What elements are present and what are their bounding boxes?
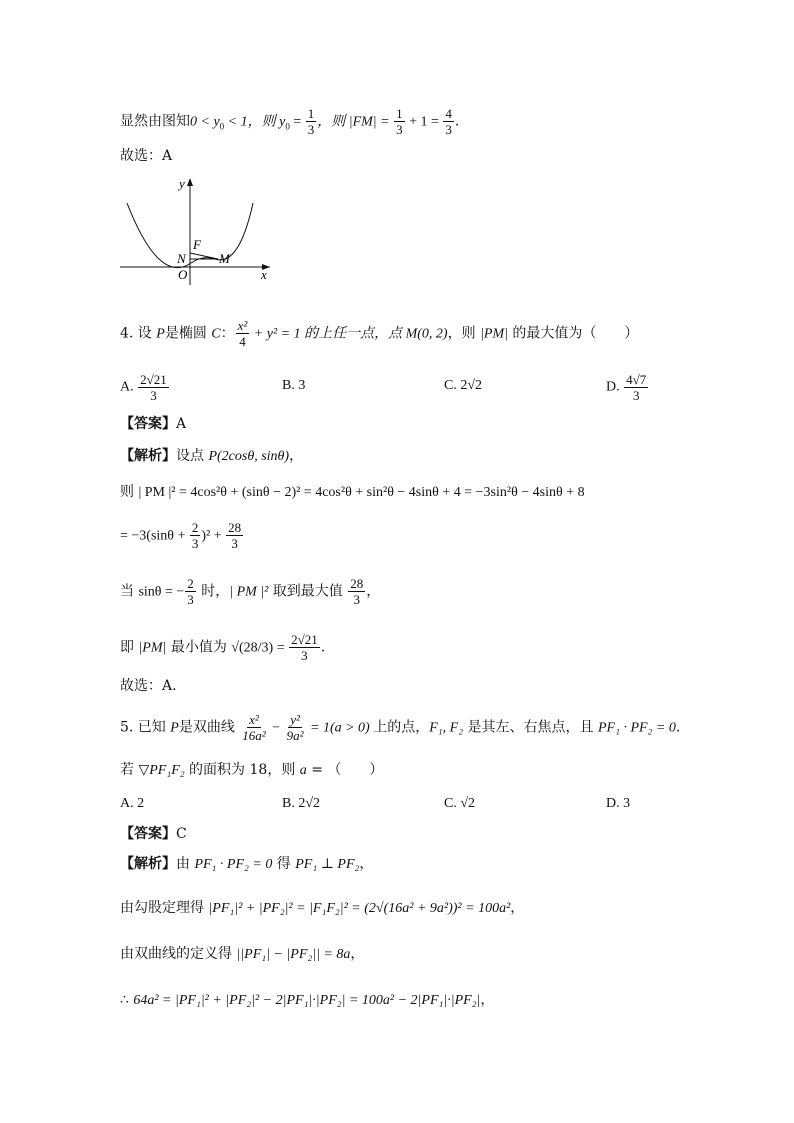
text: . — [454, 113, 460, 130]
q4-solution-1 — [120, 446, 303, 467]
math: = 1(a > 0) — [306, 720, 374, 736]
label-o: O — [178, 267, 188, 282]
q5-solution-2 — [120, 898, 524, 919]
text: 最小值为 — [166, 639, 232, 656]
text: 由 — [176, 856, 195, 872]
math: | PM |² — [229, 584, 269, 600]
text: 是椭圆 — [164, 325, 212, 342]
math: )² — [201, 528, 211, 544]
math: M(0, 2) — [405, 326, 448, 342]
math: | PM |² = 4cos²θ + (sinθ − 2)² = 4cos²θ + sin²θ − 4sinθ + 4 = −3sin²θ − 4sinθ + 8 — [138, 485, 585, 500]
text: 是其左、右焦点，且 — [463, 719, 598, 736]
text: ， — [510, 900, 525, 916]
answer-value: C — [176, 826, 187, 842]
q5-answer — [120, 824, 187, 844]
label-y: y — [179, 176, 185, 191]
num: 28 — [228, 520, 242, 535]
text: 当 — [120, 583, 139, 600]
fraction — [226, 520, 243, 551]
label-n: N — [177, 251, 186, 266]
fraction — [190, 520, 201, 551]
den: 3 — [445, 122, 452, 137]
text: 5. 已知 — [120, 719, 171, 736]
parabola-figure — [115, 175, 285, 285]
q4-option-d — [606, 372, 649, 403]
math: + 1 = — [405, 114, 443, 130]
math: = — [273, 640, 289, 656]
text: = （ ） — [306, 762, 384, 778]
text: 若 — [120, 762, 139, 778]
text: ， — [350, 946, 365, 962]
math: + y² = 1 的上任一点，点 — [250, 326, 406, 342]
den: 3 — [353, 592, 361, 607]
text: 设点 — [176, 448, 209, 464]
option-value: 2√2 — [298, 796, 321, 811]
text: 由双曲线的定义得 — [120, 946, 237, 962]
option-label: B. — [282, 796, 295, 811]
num: 2 — [187, 576, 194, 591]
den: 3 — [231, 536, 238, 551]
q4-option-b: B. 3 — [282, 378, 306, 393]
fraction — [443, 106, 454, 137]
fraction — [236, 318, 250, 349]
math: C — [211, 326, 221, 342]
math: |PM| — [480, 326, 508, 342]
math: PF₁ · PF₂ = 0 — [597, 720, 676, 736]
text: . — [320, 639, 326, 656]
num: 2√21 — [140, 372, 167, 387]
solution-tag: 【解析】 — [120, 448, 176, 464]
fraction — [185, 576, 196, 607]
math: PF₁ · PF₂ = 0 — [194, 857, 273, 872]
den: 4 — [239, 334, 246, 349]
math: ，则 |FM| = — [317, 114, 394, 130]
fraction — [348, 576, 365, 607]
text: ： — [220, 325, 235, 342]
label-x: x — [261, 267, 267, 282]
y-axis-arrow — [187, 178, 193, 186]
question-5 — [120, 712, 680, 743]
text: ，则 — [447, 325, 481, 342]
num: x² — [237, 318, 248, 333]
q4-option-c — [444, 376, 482, 396]
text: 的最大值为（ ） — [507, 325, 639, 342]
text: 的面积为 18，则 — [184, 762, 300, 778]
q4-solution-2 — [120, 482, 585, 503]
num: 28 — [350, 576, 364, 591]
text: 即 — [120, 639, 139, 656]
answer-tag: 【答案】 — [120, 826, 176, 842]
q4-solution-5 — [120, 632, 325, 663]
math: + — [210, 528, 226, 544]
q5-solution-4 — [120, 990, 494, 1011]
sub: 0 — [285, 121, 290, 132]
label-m: M — [219, 251, 230, 266]
text: 4. 设 — [120, 325, 157, 342]
text: 时， — [196, 583, 230, 600]
num: 2 — [191, 520, 199, 535]
math: P(2cosθ, sinθ) — [208, 449, 290, 464]
math: a — [299, 763, 307, 778]
question-5-cont — [120, 760, 383, 781]
text: ∴ — [120, 992, 134, 1008]
answer-value: A — [176, 416, 187, 432]
q5-solution-1 — [120, 854, 373, 875]
den: 9a² — [286, 728, 304, 743]
den: 3 — [191, 536, 199, 551]
text: 得 — [272, 856, 296, 872]
num: 2√21 — [291, 632, 318, 647]
math: ▽PF₁F₂ — [138, 763, 185, 778]
math: |PF₁|² + |PF₂|² = |F₁F₂|² = (2√(16a² + 9a²))² = 100a² — [208, 901, 511, 916]
option-label: C. — [444, 378, 457, 393]
q5-solution-3 — [120, 944, 364, 965]
q5-option-a: A. 2 — [120, 796, 145, 811]
option-value: √2 — [460, 796, 476, 811]
math: (sinθ + — [146, 528, 189, 544]
text: 显然由图知 — [120, 113, 190, 130]
solution-tag: 【解析】 — [120, 856, 176, 872]
math: − — [268, 720, 284, 736]
num: y² — [290, 712, 300, 727]
text: ， — [480, 992, 495, 1008]
math: 64a² = |PF₁|² + |PF₂|² − 2|PF₁|·|PF₂| = 100a² − 2|PF₁|·|PF₂| — [133, 993, 481, 1008]
q4-solution-3 — [120, 520, 244, 551]
math: PF₁ ⊥ PF₂ — [295, 857, 360, 872]
fraction — [285, 712, 306, 743]
math: = — [289, 114, 305, 130]
q4-option-a — [120, 372, 170, 403]
den: 3 — [307, 122, 315, 137]
text: ， — [366, 583, 381, 600]
math: sinθ = − — [138, 584, 185, 600]
fraction — [240, 712, 267, 743]
option-label: A. — [120, 379, 134, 395]
text: 是双曲线 — [178, 719, 240, 736]
fraction — [624, 372, 648, 403]
text: . — [675, 719, 681, 736]
fraction — [289, 632, 320, 663]
den: 3 — [150, 388, 157, 403]
math: 0 < y — [190, 114, 220, 130]
math: < 1，则 y — [224, 114, 286, 130]
text: 取到最大值 — [268, 583, 348, 600]
fraction — [394, 106, 405, 137]
question-4 — [120, 318, 638, 349]
text: ， — [289, 448, 304, 464]
q5-option-d: D. 3 — [606, 796, 631, 811]
label-f: F — [193, 237, 201, 252]
num: 4 — [445, 106, 452, 121]
q4-end: 故选：A. — [120, 678, 177, 694]
math: ||PF₁| − |PF₂|| = 8a — [236, 947, 351, 962]
num: 1 — [307, 106, 315, 121]
text: 则 — [120, 484, 139, 500]
fraction — [306, 106, 317, 137]
q4-answer — [120, 414, 186, 434]
text: 由勾股定理得 — [120, 900, 209, 916]
num: 4√7 — [626, 372, 647, 387]
option-label: D. — [606, 379, 620, 395]
option-label: C. — [444, 796, 457, 811]
num: x² — [249, 712, 259, 727]
den: 16a² — [242, 728, 266, 743]
q5-option-c — [444, 794, 475, 814]
den: 3 — [187, 592, 194, 607]
math: P — [170, 720, 179, 736]
fraction — [138, 372, 169, 403]
q5-option-b — [282, 794, 320, 814]
solution-line-1 — [120, 106, 459, 137]
math: |PM| — [138, 640, 167, 656]
text: 上的点， — [373, 719, 430, 736]
q4-solution-4 — [120, 576, 380, 607]
math: √(28/3) — [231, 640, 274, 656]
answer-line-1: 故选：A — [120, 148, 173, 164]
den: 3 — [396, 122, 403, 137]
den: 3 — [301, 648, 308, 663]
option-value: 2√2 — [460, 378, 483, 393]
text: ， — [359, 856, 374, 872]
num: 1 — [396, 106, 403, 121]
den: 3 — [632, 388, 640, 403]
answer-tag: 【答案】 — [120, 416, 176, 432]
sub: 0 — [219, 121, 225, 132]
math: P — [156, 326, 165, 342]
math: F₁, F₂ — [429, 720, 464, 736]
math: = −3 — [120, 528, 147, 544]
